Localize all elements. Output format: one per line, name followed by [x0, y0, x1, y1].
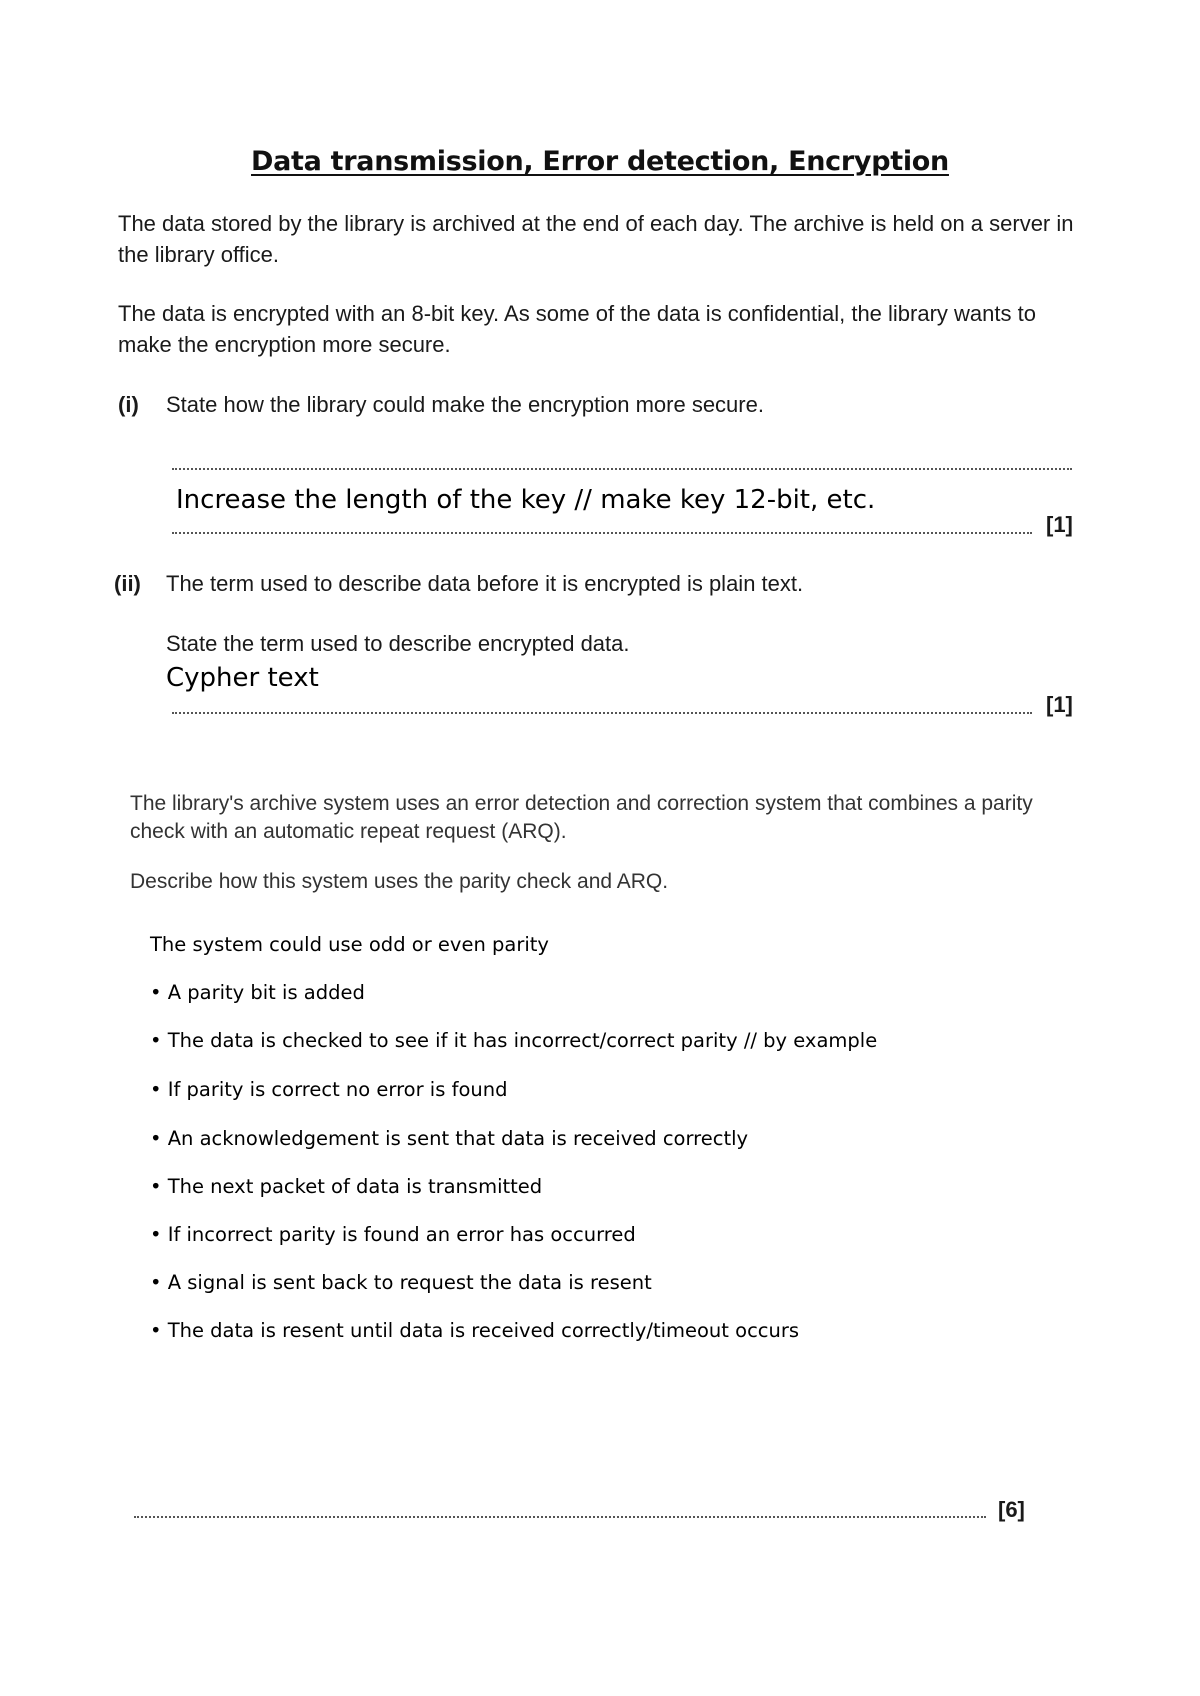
question-i-text: State how the library could make the encryption more secure.: [166, 392, 764, 417]
question-i-mark: [1]: [1046, 512, 1073, 537]
parity-answer-point: • If parity is correct no error is found: [150, 1078, 508, 1101]
question-i-number: (i): [118, 392, 139, 417]
answer-line-i-1: [172, 468, 1072, 470]
parity-question-paragraph: The library's archive system uses an error detection and correction system that combines a parity check with an automatic repeat request (ARQ).: [130, 792, 1033, 843]
parity-answer-point: • A parity bit is added: [150, 981, 365, 1004]
page-title: Data transmission, Error detection, Encryption: [251, 146, 949, 177]
question-ii-text-2: State the term used to describe encrypted data.: [166, 631, 630, 656]
question-ii-mark: [1]: [1046, 692, 1073, 717]
parity-answer-point: • The data is resent until data is received correctly/timeout occurs: [150, 1319, 800, 1342]
intro-paragraph-1: The data stored by the library is archived at the end of each day. The archive is held on a server in the library office.: [118, 211, 1074, 267]
parity-answer-point: • The data is checked to see if it has incorrect/correct parity // by example: [150, 1029, 878, 1052]
question-ii-number: (ii): [114, 571, 141, 596]
answer-line-i-2: [172, 532, 1032, 534]
parity-question-prompt: Describe how this system uses the parity check and ARQ.: [130, 870, 669, 893]
parity-question-mark: [6]: [998, 1497, 1025, 1522]
parity-answer-point: • If incorrect parity is found an error has occurred: [150, 1223, 636, 1246]
intro-paragraph-2: The data is encrypted with an 8-bit key. As some of the data is confidential, the library wants to make the encryption more secure.: [118, 301, 1036, 357]
answer-i-text: Increase the length of the key // make key 12-bit, etc.: [176, 485, 876, 515]
answer-ii-text: Cypher text: [166, 663, 319, 693]
answer-line-parity: [134, 1516, 986, 1518]
parity-answer-point: • An acknowledgement is sent that data is received correctly: [150, 1127, 749, 1150]
question-ii-text-1: The term used to describe data before it is encrypted is plain text.: [166, 571, 804, 596]
parity-answer-intro: The system could use odd or even parity: [150, 933, 549, 956]
parity-answer-point: • A signal is sent back to request the data is resent: [150, 1271, 652, 1294]
parity-answer-point: • The next packet of data is transmitted: [150, 1175, 543, 1198]
answer-line-ii: [172, 712, 1032, 714]
